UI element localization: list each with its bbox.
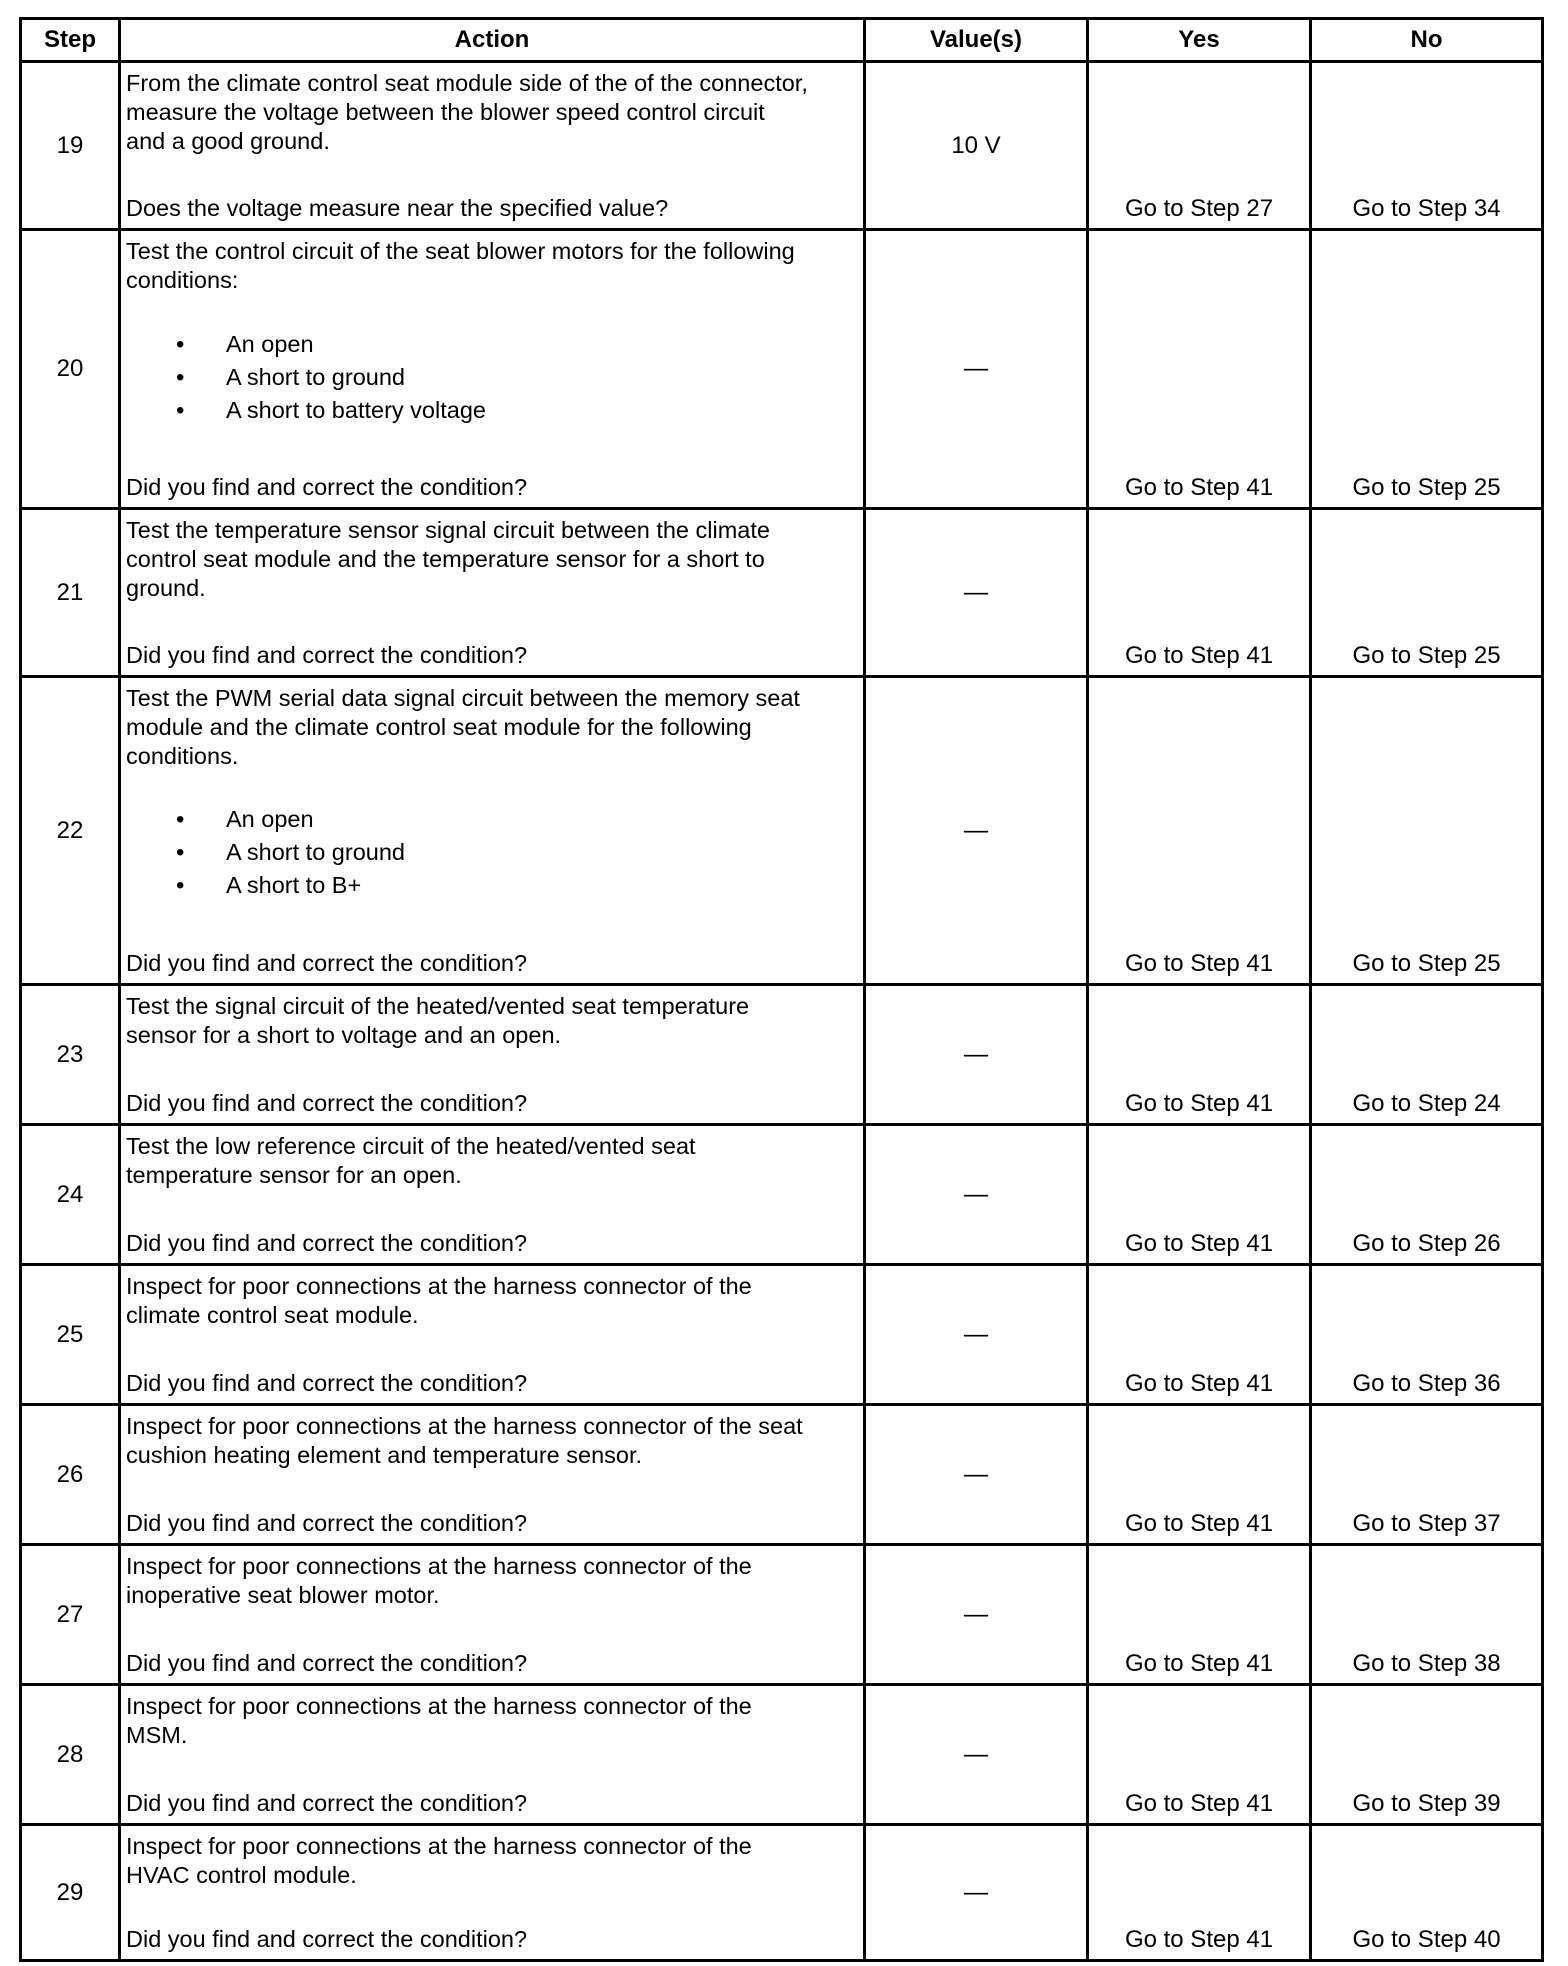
action-text: Inspect for poor connections at the harness connector of the seat cushion heating element and temperature sensor. xyxy=(126,1413,803,1468)
action-question: Did you find and correct the condition? xyxy=(126,1510,528,1536)
action-question: Did you find and correct the condition? xyxy=(126,1370,528,1396)
table-row xyxy=(22,1403,1541,1543)
table-row xyxy=(22,507,1541,675)
list-item: • A short to ground xyxy=(121,361,863,394)
diagnostic-table xyxy=(19,17,1544,1962)
header-yes: Yes xyxy=(1089,20,1312,60)
yes-goto: Go to Step 41 xyxy=(1124,950,1274,977)
action-text: Inspect for poor connections at the harness connector of the inoperative seat blower motor. xyxy=(126,1553,752,1608)
value: — xyxy=(964,1878,988,1906)
table-row xyxy=(22,675,1541,983)
list-item: • An open xyxy=(121,328,863,361)
no-goto: Go to Step 24 xyxy=(1352,1090,1501,1117)
list-item: • A short to ground xyxy=(121,836,863,869)
action-text: From the climate control seat module side of the of the connector, measure the voltage between the blower speed control circuit and a good ground. xyxy=(126,70,808,154)
header-step: Step xyxy=(22,20,121,60)
condition-list xyxy=(121,803,863,902)
value: — xyxy=(964,355,988,382)
table-row xyxy=(22,228,1541,507)
step-number: 25 xyxy=(56,1320,84,1348)
table-row xyxy=(22,60,1541,228)
no-goto: Go to Step 34 xyxy=(1352,195,1501,222)
no-goto: Go to Step 36 xyxy=(1352,1370,1501,1397)
no-goto: Go to Step 38 xyxy=(1352,1650,1501,1677)
table-row xyxy=(22,1123,1541,1263)
yes-goto: Go to Step 41 xyxy=(1124,1090,1274,1117)
yes-goto: Go to Step 41 xyxy=(1124,474,1274,501)
yes-goto: Go to Step 41 xyxy=(1124,642,1274,669)
no-goto: Go to Step 25 xyxy=(1352,474,1501,501)
yes-goto: Go to Step 41 xyxy=(1124,1510,1274,1537)
step-number: 26 xyxy=(56,1460,84,1488)
action-question: Did you find and correct the condition? xyxy=(126,474,528,500)
action-text: Test the temperature sensor signal circuit between the climate control seat module and the temperature sensor for a short to ground. xyxy=(126,517,770,601)
condition-list xyxy=(121,328,863,427)
value: — xyxy=(964,1600,988,1628)
value: — xyxy=(964,1040,988,1068)
no-goto: Go to Step 40 xyxy=(1352,1926,1501,1953)
no-goto: Go to Step 26 xyxy=(1352,1230,1501,1257)
value: 10 V xyxy=(951,131,1001,159)
value: — xyxy=(964,1460,988,1488)
step-number: 28 xyxy=(56,1740,84,1768)
action-question: Did you find and correct the condition? xyxy=(126,1090,528,1116)
table-row xyxy=(22,1543,1541,1683)
action-text: Inspect for poor connections at the harness connector of the MSM. xyxy=(126,1693,752,1748)
action-text: Test the signal circuit of the heated/vented seat temperature sensor for a short to voltage and an open. xyxy=(126,993,750,1048)
no-goto: Go to Step 37 xyxy=(1352,1510,1501,1537)
yes-goto: Go to Step 41 xyxy=(1124,1230,1274,1257)
list-item: • A short to B+ xyxy=(121,869,863,902)
table-row xyxy=(22,1823,1541,1959)
action-question: Did you find and correct the condition? xyxy=(126,950,528,976)
yes-goto: Go to Step 41 xyxy=(1124,1370,1274,1397)
yes-goto: Go to Step 41 xyxy=(1124,1790,1274,1817)
value: — xyxy=(964,578,988,606)
yes-goto: Go to Step 41 xyxy=(1124,1926,1274,1953)
table-header xyxy=(22,20,1541,60)
step-number: 29 xyxy=(56,1878,84,1906)
yes-goto: Go to Step 27 xyxy=(1124,195,1274,222)
list-item: • An open xyxy=(121,803,863,836)
action-question: Does the voltage measure near the specified value? xyxy=(126,195,669,221)
value: — xyxy=(964,1320,988,1348)
yes-goto: Go to Step 41 xyxy=(1124,1650,1274,1677)
action-text: Test the PWM serial data signal circuit between the memory seat module and the climate control seat module for the following conditions. xyxy=(126,685,800,769)
action-text: Inspect for poor connections at the harness connector of the climate control seat module. xyxy=(126,1273,752,1328)
step-number: 20 xyxy=(56,355,84,382)
action-text: Inspect for poor connections at the harness connector of the HVAC control module. xyxy=(126,1833,752,1888)
table-row xyxy=(22,1683,1541,1823)
list-item: • A short to battery voltage xyxy=(121,394,863,427)
action-question: Did you find and correct the condition? xyxy=(126,642,528,668)
header-action: Action xyxy=(121,20,866,60)
action-question: Did you find and correct the condition? xyxy=(126,1230,528,1256)
step-number: 23 xyxy=(56,1040,84,1068)
action-question: Did you find and correct the condition? xyxy=(126,1790,528,1816)
step-number: 19 xyxy=(56,131,84,159)
step-number: 22 xyxy=(56,816,84,844)
no-goto: Go to Step 25 xyxy=(1352,950,1501,977)
action-question: Did you find and correct the condition? xyxy=(126,1926,528,1952)
value: — xyxy=(964,1740,988,1768)
action-text: Test the low reference circuit of the heated/vented seat temperature sensor for an open. xyxy=(126,1133,696,1188)
step-number: 27 xyxy=(56,1600,84,1628)
table-row xyxy=(22,1263,1541,1403)
value: — xyxy=(964,816,988,844)
action-text: Test the control circuit of the seat blower motors for the following conditions: xyxy=(126,238,795,293)
no-goto: Go to Step 25 xyxy=(1352,642,1501,669)
no-goto: Go to Step 39 xyxy=(1352,1790,1501,1817)
step-number: 21 xyxy=(56,578,84,606)
value: — xyxy=(964,1180,988,1208)
step-number: 24 xyxy=(56,1180,84,1208)
action-question: Did you find and correct the condition? xyxy=(126,1650,528,1676)
header-values: Value(s) xyxy=(866,20,1089,60)
table-row xyxy=(22,983,1541,1123)
header-no: No xyxy=(1410,26,1443,53)
